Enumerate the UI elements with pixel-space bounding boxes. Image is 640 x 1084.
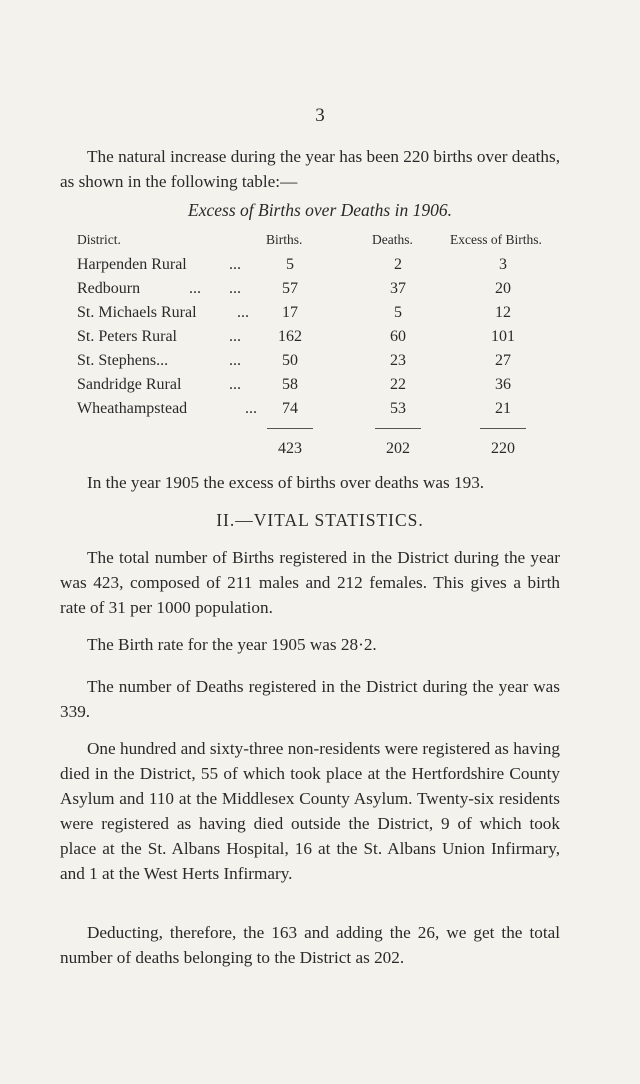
births-value: 5	[286, 256, 294, 273]
district-name: Sandridge Rural	[77, 376, 182, 393]
section-heading: II.—VITAL STATISTICS.	[216, 510, 424, 530]
non-residents-paragraph: One hundred and sixty-three non-residents were registered as having died in the District, 55 of which took place at the Hertfordshire County Asylum and 110 at the Middlesex County Asylum. Twenty-six residents were registered as having died outside the District, 9 of which took place at the St. Albans Hospital, 16 at the St. Albans Union Infirmary, and 1 at the West Herts Infirmary.	[60, 739, 560, 883]
total-excess: 220	[491, 440, 515, 457]
leader-dots: ...	[245, 400, 257, 417]
excess-value: 21	[495, 400, 511, 417]
excess-value: 101	[491, 328, 515, 345]
district-name: St. Stephens...	[77, 352, 169, 369]
total-rule-births	[267, 428, 313, 429]
table-title: Excess of Births over Deaths in 1906.	[188, 200, 452, 220]
table-row	[0, 352, 640, 376]
births-value: 162	[278, 328, 302, 345]
deaths-paragraph: The number of Deaths registered in the District during the year was 339.	[60, 677, 560, 721]
leader-dots: ...	[229, 328, 241, 345]
births-value: 58	[282, 376, 298, 393]
leader-dots: ...	[229, 256, 241, 273]
leader-dots: ...	[229, 376, 241, 393]
note-1905: In the year 1905 the excess of births over deaths was 193.	[87, 473, 485, 492]
excess-value: 3	[499, 256, 507, 273]
births-value: 74	[282, 400, 298, 417]
deaths-value: 23	[390, 352, 406, 369]
leader-dots: ...	[229, 280, 241, 297]
header-district: District.	[77, 232, 121, 247]
table-row	[0, 400, 640, 424]
deaths-value: 22	[390, 376, 406, 393]
deaths-value: 2	[394, 256, 402, 273]
deducting-paragraph: Deducting, therefore, the 163 and adding the 26, we get the total number of deaths belonging to the District as 202.	[60, 923, 560, 967]
deaths-value: 37	[390, 280, 406, 297]
deaths-value: 53	[390, 400, 406, 417]
district-name: St. Michaels Rural	[77, 304, 197, 321]
births-value: 17	[282, 304, 298, 321]
total-rule-deaths	[375, 428, 421, 429]
total-rule-excess	[480, 428, 526, 429]
totals-row	[0, 440, 640, 464]
district-name: St. Peters Rural	[77, 328, 177, 345]
excess-value: 36	[495, 376, 511, 393]
deaths-value: 60	[390, 328, 406, 345]
table-row	[0, 376, 640, 400]
excess-value: 20	[495, 280, 511, 297]
leader-dots: ...	[189, 280, 201, 297]
births-value: 57	[282, 280, 298, 297]
births-paragraph: The total number of Births registered in the District during the year was 423, composed of 211 males and 212 females. This gives a birth rate of 31 per 1000 population.	[60, 548, 560, 617]
district-name: Wheathampstead	[77, 400, 188, 417]
table-row	[0, 280, 640, 304]
header-births: Births.	[266, 232, 303, 247]
leader-dots: ...	[237, 304, 249, 321]
total-births: 423	[278, 440, 302, 457]
table-row	[0, 304, 640, 328]
birth-rate-1905-paragraph: The Birth rate for the year 1905 was 28·2.	[87, 635, 377, 654]
district-name: Harpenden Rural	[77, 256, 187, 273]
district-name: Redbourn	[77, 280, 141, 297]
excess-value: 27	[495, 352, 511, 369]
excess-value: 12	[495, 304, 511, 321]
intro-paragraph: The natural increase during the year has been 220 births over deaths, as shown in the following table:—	[60, 147, 560, 191]
leader-dots: ...	[229, 352, 241, 369]
table-row	[0, 328, 640, 352]
header-deaths: Deaths.	[372, 232, 413, 247]
total-deaths: 202	[386, 440, 410, 457]
table-row	[0, 256, 640, 280]
births-value: 50	[282, 352, 298, 369]
header-excess: Excess of Births.	[450, 232, 542, 247]
deaths-value: 5	[394, 304, 402, 321]
page-number: 3	[315, 105, 325, 126]
